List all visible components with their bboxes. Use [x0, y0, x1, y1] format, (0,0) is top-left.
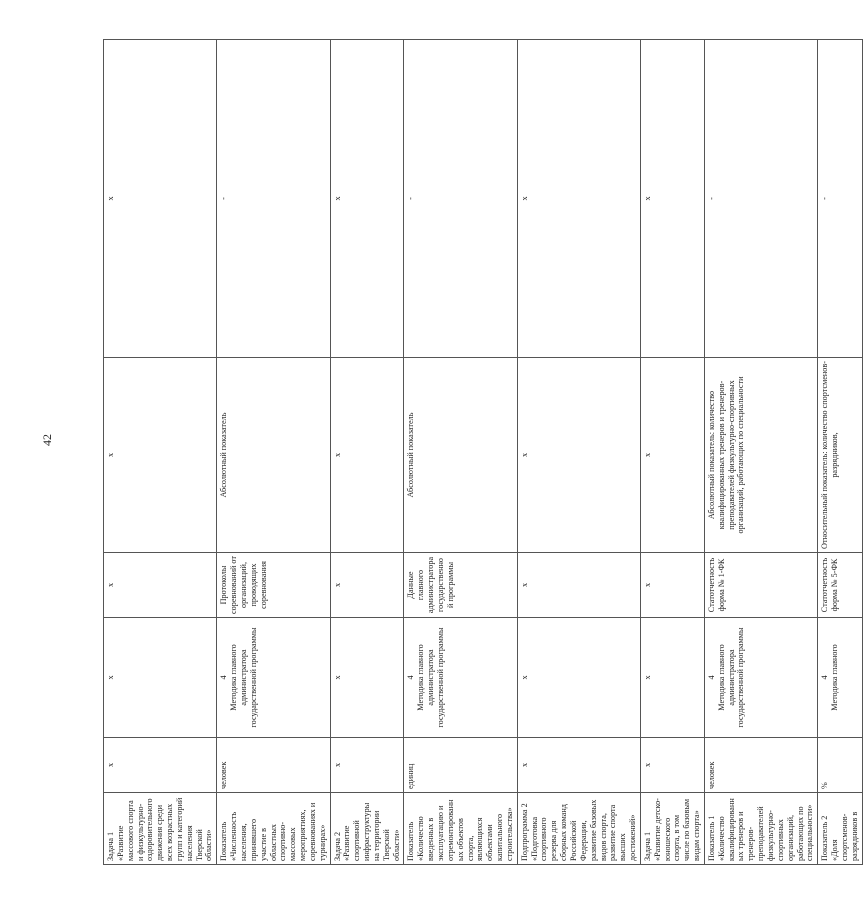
table-row	[640, 40, 704, 865]
cell-value: -	[704, 40, 817, 358]
cell-method: 4 Методика главного администратора государственной программы	[704, 618, 817, 738]
cell-method: х	[104, 618, 217, 738]
cell-unit: человек	[704, 738, 817, 793]
cell-unit: х	[104, 738, 217, 793]
table-row	[517, 40, 640, 865]
cell-source: х	[330, 553, 404, 618]
cell-unit: х	[330, 738, 404, 793]
cell-unit: человек	[217, 738, 330, 793]
cell-unit: х	[640, 738, 704, 793]
cell-value: х	[104, 40, 217, 358]
cell-name: Показатель «Численность населения, принявшего участие в областных спортивно-массовых мероприятиях, соревнованиях и турнирах»	[217, 793, 330, 865]
cell-value: -	[818, 40, 862, 358]
cell-name: Показатель 1 «Количество квалифицированных тренеров и тренеров-преподавателей физкультурно-спортивных организаций, работающих по специальности»	[704, 793, 817, 865]
cell-unit: х	[517, 738, 640, 793]
table-row	[104, 40, 217, 865]
cell-unit: единиц	[404, 738, 517, 793]
cell-source: Данные главного администратора государственной программы	[404, 553, 517, 618]
cell-method: 4 Методика главного	[818, 618, 862, 738]
cell-source: х	[517, 553, 640, 618]
cell-method: х	[330, 618, 404, 738]
cell-name: Показатель 2 «Доля спортсменов-разрядников в	[818, 793, 862, 865]
page-number: 42	[40, 434, 54, 446]
cell-method: х	[517, 618, 640, 738]
cell-source: Статотчетность форма № 5-ФК	[818, 553, 862, 618]
table-row	[217, 40, 330, 865]
cell-unit: %	[818, 738, 862, 793]
cell-name: Подпрограмма 2 «Подготовка спортивного резерва для сборных команд Российской Федерации, развитие базовых видов спорта, развитие спорта высших достижений»	[517, 793, 640, 865]
cell-name: Показатель «Количество введенных в эксплуатацию и отремонтированных объектов спорта, являющихся объектами капитального строительства»	[404, 793, 517, 865]
table-row	[404, 40, 517, 865]
cell-type: Абсолютный показатель: количество квалифицированных тренеров и тренеров-преподавателей физкультурно-спортивных организаций, работающих по специальности	[704, 358, 817, 553]
cell-source: Протоколы соревнований от организаций, проводящих соревнования	[217, 553, 330, 618]
indicator-table	[103, 39, 863, 865]
cell-method: 4 Методика главного администратора государственной программы	[217, 618, 330, 738]
cell-type: Относительный показатель: количество спортсменов-разрядников,	[818, 358, 862, 553]
table-row	[818, 40, 862, 865]
cell-source: Статотчетность форма № 1-ФК	[704, 553, 817, 618]
cell-value: -	[404, 40, 517, 358]
cell-type: х	[640, 358, 704, 553]
table-row	[704, 40, 817, 865]
cell-type: х	[517, 358, 640, 553]
cell-type: х	[330, 358, 404, 553]
cell-value: х	[517, 40, 640, 358]
cell-method: 4 Методика главного администратора государственной программы	[404, 618, 517, 738]
rotated-table-container	[103, 40, 859, 865]
cell-type: х	[104, 358, 217, 553]
cell-method: х	[640, 618, 704, 738]
cell-source: х	[104, 553, 217, 618]
cell-value: -	[217, 40, 330, 358]
cell-type: Абсолютный показатель	[404, 358, 517, 553]
cell-type: Абсолютный показатель	[217, 358, 330, 553]
cell-name: Задача 2 «Развитие спортивной инфраструктуры на территории Тверской области»	[330, 793, 404, 865]
cell-name: Задача 1 «Развитие массового спорта и физкультурно-оздоровительного движения среди всех возрастных групп и категорий населения Тверской области»	[104, 793, 217, 865]
cell-name: Задача 1 «Развитие детско-юношеского спорта, в том числе по базовым видам спорта»	[640, 793, 704, 865]
cell-value: х	[640, 40, 704, 358]
table-row	[330, 40, 404, 865]
cell-source: х	[640, 553, 704, 618]
cell-value: х	[330, 40, 404, 358]
